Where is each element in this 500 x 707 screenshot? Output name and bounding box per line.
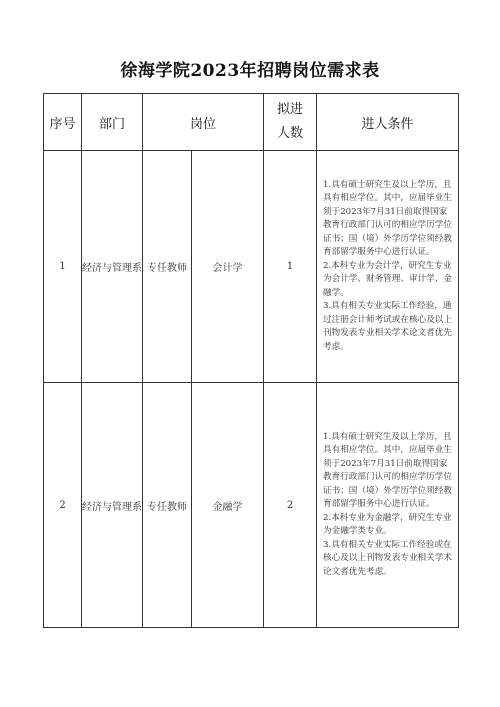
row-requirements [317,151,459,383]
row-post-type: 专任教师 [143,151,192,383]
document-title: 徐海学院2023年招聘岗位需求表 [120,61,380,81]
requirement-item: 3.具有相关专业实际工作经验，通过注册会计师考试或在核心及以上刊物发表专业相关学术论文者优先考虑。 [323,301,452,352]
header-count [264,94,317,151]
header-department: 部门 [82,94,143,151]
header-count-line1: 拟进 [277,102,304,117]
recruitment-table [43,93,459,628]
requirement-item: 2.本科专业为会计学，研究生专业为会计学、财务管理、审计学、金融学。 [323,260,452,298]
requirement-item: 1.具有硕士研究生及以上学历，且具有相应学位。其中，应届毕业生须于2023年7月31日前取得国家教育行政部门认可的相应学历学位证书；国（境）外学历学位须经教育部留学服务中心进行认证。 [323,179,452,258]
header-position: 岗位 [143,94,264,151]
table-header-row [44,94,459,151]
row-index: 2 [44,383,82,628]
table-row [44,383,459,628]
header-index: 序号 [44,94,82,151]
row-count: 1 [264,151,317,383]
row-post-type: 专任教师 [143,383,192,628]
row-specialty: 金融学 [192,383,264,628]
header-count-line2: 人数 [277,126,304,141]
row-specialty: 会计学 [192,151,264,383]
row-requirements [317,383,459,628]
requirement-item: 1.具有硕士研究生及以上学历，且具有相应学位。其中，应届毕业生须于2023年7月31日前取得国家教育行政部门认可的相应学历学位证书；国（境）外学历学位须经教育部留学服务中心进行认证。 [323,431,452,510]
row-department: 经济与管理系 [82,151,143,383]
table-row [44,151,459,383]
row-department: 经济与管理系 [82,383,143,628]
header-requirements: 进人条件 [317,94,459,151]
row-index: 1 [44,151,82,383]
requirement-item: 3.具有相关专业实际工作经验或在核心及以上刊物发表专业相关学术论文者优先考虑。 [323,539,452,577]
row-count: 2 [264,383,317,628]
requirement-item: 2.本科专业为金融学，研究生专业为金融学类专业。 [323,512,452,537]
